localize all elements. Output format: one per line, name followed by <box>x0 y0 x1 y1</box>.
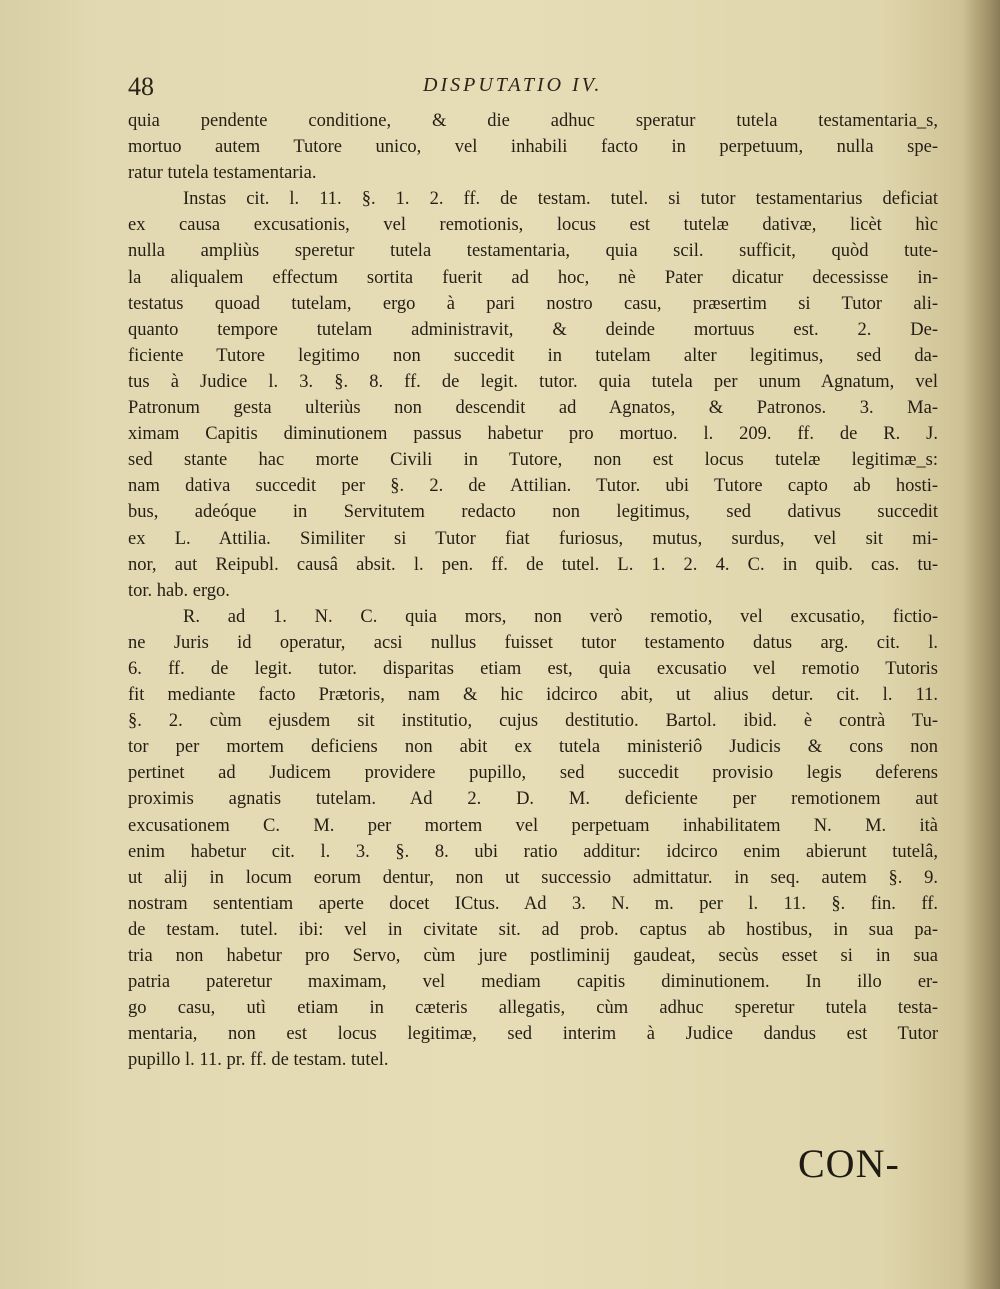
text-line: R. ad 1. N. C. quia mors, non verò remotio, vel excusatio, fictio- <box>183 606 938 627</box>
text-line: nostram sententiam aperte docet ICtus. Ad 3. N. m. per l. 11. §. fin. ff. <box>128 893 938 914</box>
text-line: enim habetur cit. l. 3. §. 8. ubi ratio additur: idcirco enim abierunt tutelâ, <box>128 841 938 862</box>
text-line: nor, aut Reipubl. causâ absit. l. pen. ff. de tutel. L. 1. 2. 4. C. in quib. cas. tu- <box>128 554 938 575</box>
text-line: fit mediante facto Prætoris, nam & hic idcirco abit, ut alius detur. cit. l. 11. <box>128 685 938 706</box>
text-line: proximis agnatis tutelam. Ad 2. D. M. deficiente per remotionem aut <box>128 789 938 810</box>
text-line: nulla ampliùs speretur tutela testamentaria, quia scil. sufficit, quòd tute- <box>128 241 938 262</box>
text-line: ne Juris id operatur, acsi nullus fuisset tutor testamento datus arg. cit. l. <box>128 632 938 653</box>
page-number: 48 <box>128 72 154 101</box>
page-edge-shadow <box>962 0 1000 1289</box>
text-line: tria non habetur pro Servo, cùm jure postliminij gaudeat, secùs esset si in sua <box>128 946 938 966</box>
text-line: bus, adeóque in Servitutem redacto non legitimus, sed dativus succedit <box>128 502 938 523</box>
running-head: DISPUTATIO IV. <box>423 74 603 96</box>
text-line: la aliqualem effectum sortita fuerit ad hoc, nè Pater dicatur decessisse in- <box>128 267 938 288</box>
text-line: nam dativa succedit per §. 2. de Attilian. Tutor. ubi Tutore capto ab hosti- <box>128 476 938 497</box>
text-line: ut alij in locum eorum dentur, non ut successio admittatur. in seq. autem §. 9. <box>128 867 938 888</box>
text-line: excusationem C. M. per mortem vel perpetuam inhabilitatem N. M. ità <box>128 815 938 836</box>
text-line: ximam Capitis diminutionem passus habetur pro mortuo. l. 209. ff. de R. J. <box>128 424 938 445</box>
text-line: patria pateretur maximam, vel mediam capitis diminutionem. In illo er- <box>128 972 938 993</box>
text-line: 6. ff. de legit. tutor. disparitas etiam est, quia excusatio vel remotio Tutoris <box>128 658 938 679</box>
text-line: mortuo autem Tutore unico, vel inhabili facto in perpetuum, nulla spe- <box>128 137 938 158</box>
text-line: tus à Judice l. 3. §. 8. ff. de legit. tutor. quia tutela per unum Agnatum, vel <box>128 371 938 392</box>
text-line: mentaria, non est locus legitimæ, sed interim à Judice dandus est Tutor <box>128 1024 938 1045</box>
text-line: Patronum gesta ulteriùs non descendit ad Agnatos, & Patronos. 3. Ma- <box>128 398 938 419</box>
text-line: §. 2. cùm ejusdem sit institutio, cujus destitutio. Bartol. ibid. è contrà Tu- <box>128 711 938 732</box>
text-line: tor. hab. ergo. <box>128 580 230 601</box>
page-header <box>128 72 938 108</box>
text-line: de testam. tutel. ibi: vel in civitate sit. ad prob. captus ab hostibus, in sua pa- <box>128 919 938 940</box>
text-line: Instas cit. l. 11. §. 1. 2. ff. de testam. tutel. si tutor testamentarius deficiat <box>183 189 938 210</box>
text-line: go casu, utì etiam in cæteris allegatis, cùm adhuc speretur tutela testa- <box>128 998 938 1019</box>
text-line: ex causa excusationis, vel remotionis, locus est tutelæ dativæ, licèt hìc <box>128 215 938 236</box>
text-line: ratur tutela testamentaria. <box>128 163 317 184</box>
catchword: CON- <box>798 1141 900 1186</box>
text-line: quanto tempore tutelam administravit, & deinde mortuus est. 2. De- <box>128 319 938 340</box>
text-line: pupillo l. 11. pr. ff. de testam. tutel. <box>128 1050 389 1071</box>
text-line: ficiente Tutore legitimo non succedit in tutelam alter legitimus, sed da- <box>128 345 938 366</box>
text-line: sed stante hac morte Civili in Tutore, non est locus tutelæ legitimæ_s: <box>128 450 938 471</box>
text-line: testatus quoad tutelam, ergo à pari nostro casu, præsertim si Tutor ali- <box>128 293 938 314</box>
text-line: tor per mortem deficiens non abit ex tutela ministeriô Judicis & cons non <box>128 737 938 758</box>
text-line: ex L. Attilia. Similiter si Tutor fiat furiosus, mutus, surdus, vel sit mi- <box>128 528 938 549</box>
text-line: quia pendente conditione, & die adhuc speratur tutela testamentaria_s, <box>128 111 938 131</box>
body-text <box>128 108 938 1073</box>
text-line: pertinet ad Judicem providere pupillo, sed succedit provisio legis deferens <box>128 763 938 784</box>
